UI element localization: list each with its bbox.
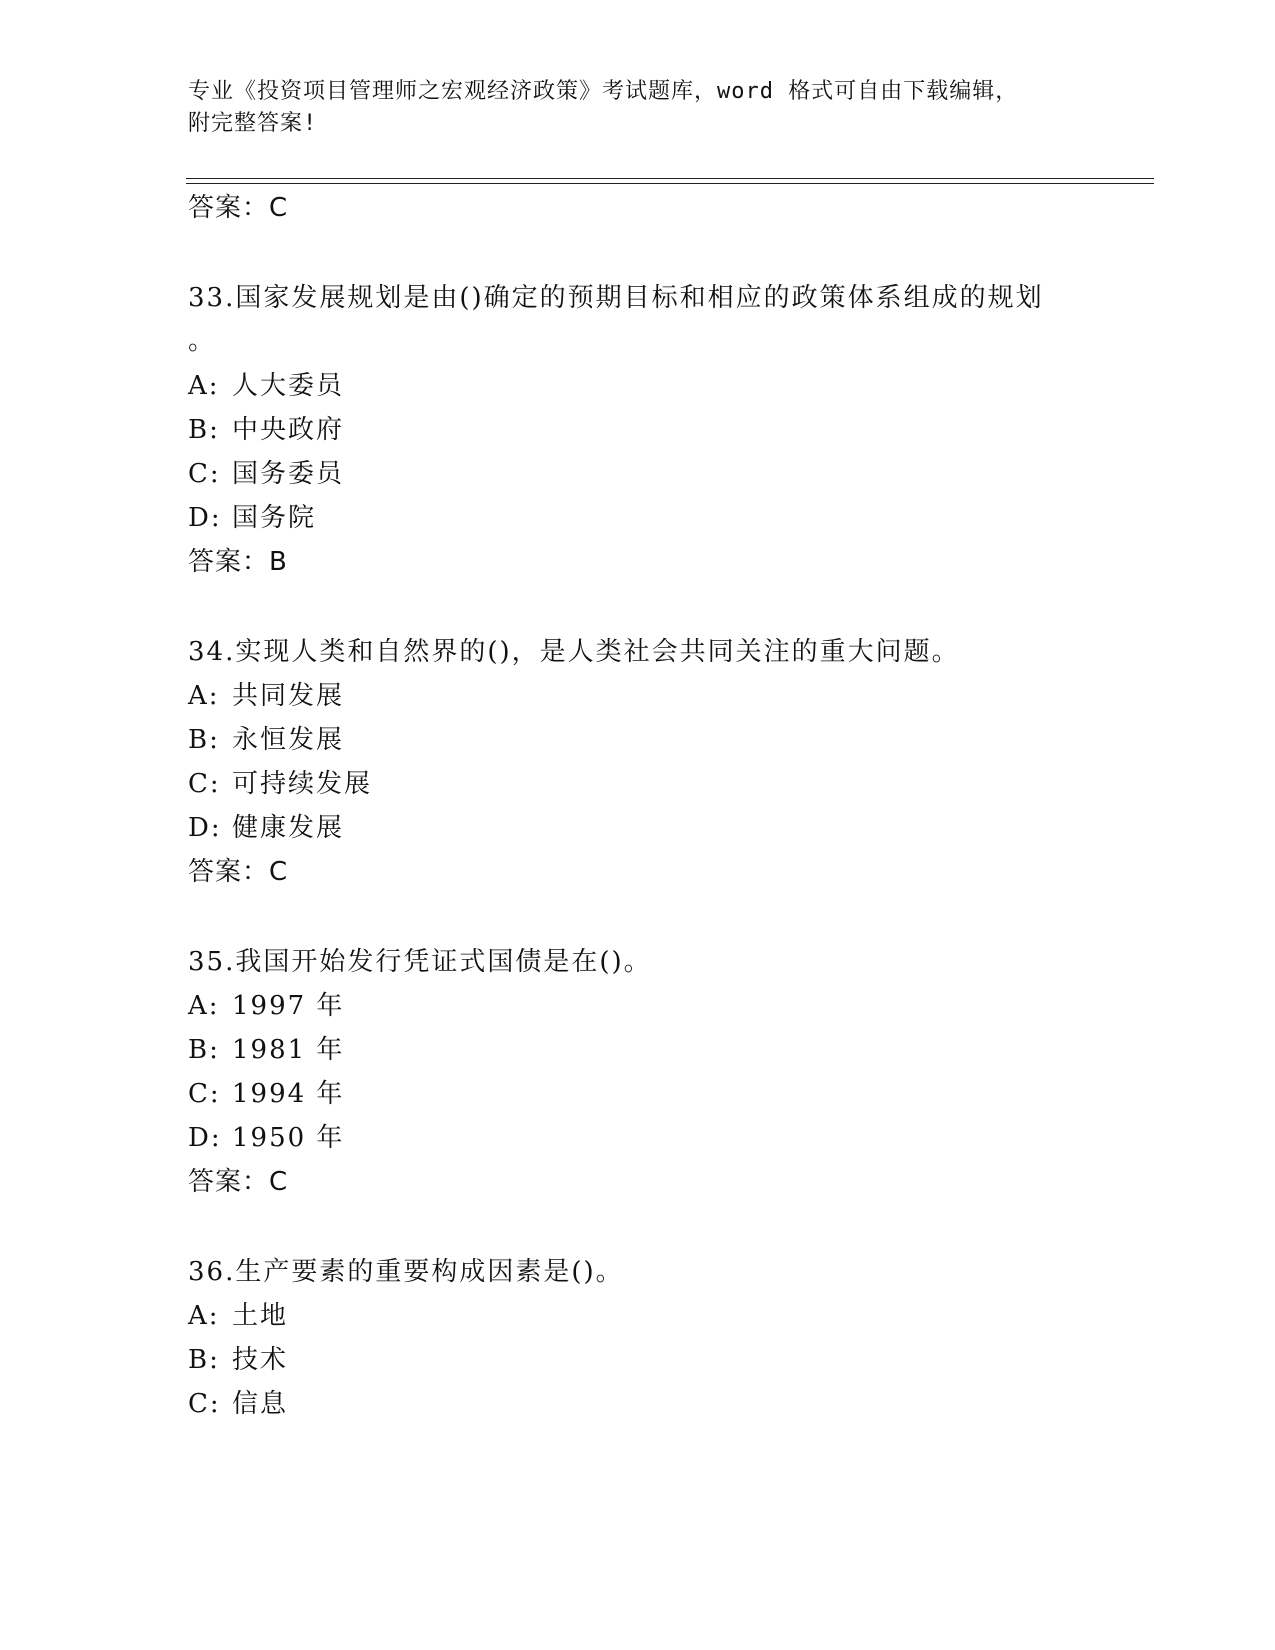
option-text: 1950 年 xyxy=(232,1123,345,1153)
question-35-stem: 35.我国开始发行凭证式国债是在()。 xyxy=(188,947,652,977)
question-34-option-d xyxy=(188,813,344,843)
question-35-option-a xyxy=(188,991,344,1021)
option-letter: C: xyxy=(188,1389,221,1419)
option-letter: B: xyxy=(188,1035,220,1065)
question-34-option-c xyxy=(188,769,372,799)
option-letter: C: xyxy=(188,769,221,799)
question-33-option-a xyxy=(188,371,344,401)
option-text: 1981 年 xyxy=(232,1035,345,1065)
option-letter: A: xyxy=(188,371,220,401)
question-36-option-a xyxy=(188,1301,288,1331)
option-letter: C: xyxy=(188,1079,221,1109)
question-35-answer: 答案：C xyxy=(188,1167,289,1197)
question-35-option-c xyxy=(188,1079,344,1109)
header-line-1: 专业《投资项目管理师之宏观经济政策》考试题库，word 格式可自由下载编辑， xyxy=(188,79,1019,104)
option-letter: D: xyxy=(188,1123,222,1153)
option-text: 共同发展 xyxy=(232,681,345,711)
option-letter: D: xyxy=(188,813,222,843)
option-letter: A: xyxy=(188,991,220,1021)
option-text: 土地 xyxy=(232,1301,289,1331)
question-34-option-b xyxy=(188,725,344,755)
option-letter: A: xyxy=(188,1301,220,1331)
question-33-option-c xyxy=(188,459,344,489)
option-text: 技术 xyxy=(232,1345,289,1375)
question-33-stem: 33.国家发展规划是由()确定的预期目标和相应的政策体系组成的规划 xyxy=(188,283,1044,313)
option-text: 中央政府 xyxy=(232,415,345,445)
document-header xyxy=(188,76,1088,140)
question-35-option-b xyxy=(188,1035,344,1065)
question-34-option-a xyxy=(188,681,344,711)
option-letter: B: xyxy=(188,1345,220,1375)
question-33-stem-continued: 。 xyxy=(188,326,217,356)
option-text: 可持续发展 xyxy=(232,769,373,799)
question-33-answer: 答案：B xyxy=(188,547,288,577)
previous-answer: 答案：C xyxy=(188,193,289,223)
option-text: 国务委员 xyxy=(232,459,345,489)
question-33-option-b xyxy=(188,415,344,445)
option-text: 1994 年 xyxy=(232,1079,345,1109)
question-34-answer: 答案：C xyxy=(188,857,289,887)
header-divider-bottom xyxy=(186,183,1154,184)
header-divider-top xyxy=(186,178,1154,179)
option-text: 信息 xyxy=(232,1389,289,1419)
option-text: 永恒发展 xyxy=(232,725,345,755)
option-text: 健康发展 xyxy=(232,813,345,843)
question-34-stem: 34.实现人类和自然界的()，是人类社会共同关注的重大问题。 xyxy=(188,637,960,667)
question-35-option-d xyxy=(188,1123,344,1153)
question-36-option-b xyxy=(188,1345,288,1375)
option-text: 人大委员 xyxy=(232,371,345,401)
option-text: 国务院 xyxy=(232,503,317,533)
option-letter: D: xyxy=(188,503,222,533)
option-text: 1997 年 xyxy=(232,991,345,1021)
option-letter: C: xyxy=(188,459,221,489)
question-36-stem: 36.生产要素的重要构成因素是()。 xyxy=(188,1257,624,1287)
question-33-option-d xyxy=(188,503,316,533)
option-letter: B: xyxy=(188,415,220,445)
option-letter: A: xyxy=(188,681,220,711)
option-letter: B: xyxy=(188,725,220,755)
header-line-2: 附完整答案! xyxy=(188,111,318,136)
question-36-option-c xyxy=(188,1389,288,1419)
